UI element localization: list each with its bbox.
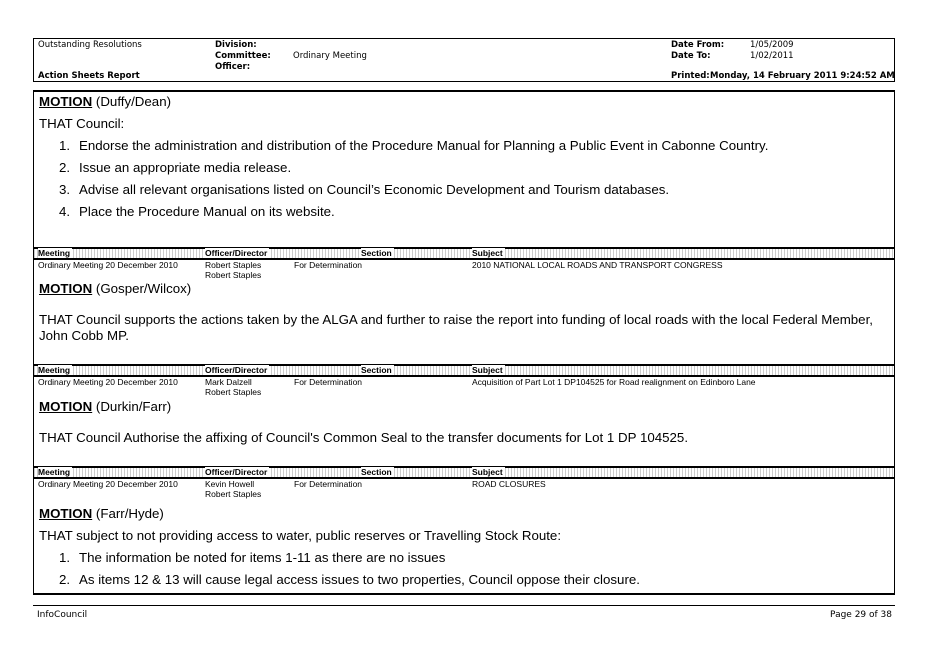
meeting-info-table — [34, 364, 894, 399]
date-from-label: Date From: — [671, 40, 725, 50]
motion-body: THAT Council Authorise the affixing of Council's Common Seal to the transfer documents for Lot 1 DP 104525. — [39, 430, 689, 445]
section-cell: For Determination — [294, 260, 363, 270]
col-officer: Officer/Director — [205, 365, 268, 375]
director-cell: Robert Staples — [205, 387, 262, 397]
meeting-info-table — [34, 466, 894, 501]
motion-heading — [39, 506, 164, 522]
motion-item: 1. The information be noted for items 1-11 as there are no issues — [59, 550, 446, 565]
division-label: Division: — [215, 40, 257, 50]
col-meeting: Meeting — [38, 248, 71, 258]
table-row — [34, 260, 894, 282]
motion-label: MOTION — [39, 281, 93, 296]
org-name: Outstanding Resolutions — [38, 40, 142, 50]
motion-label: MOTION — [39, 399, 93, 414]
col-officer: Officer/Director — [205, 467, 268, 477]
motion-label: MOTION — [39, 506, 93, 521]
printed-value: Monday, 14 February 2011 9:24:52 AM — [710, 71, 895, 81]
motion-item: 2. Issue an appropriate media release. — [59, 160, 292, 175]
motion-item: 3. Advise all relevant organisations listed on Council’s Economic Development and Tourism databases. — [59, 182, 670, 197]
motion-label: MOTION — [39, 94, 93, 109]
officer-label: Officer: — [215, 62, 251, 72]
meeting-cell: Ordinary Meeting 20 December 2010 — [38, 377, 178, 387]
committee-label: Committee: — [215, 51, 271, 61]
director-cell: Robert Staples — [205, 489, 262, 499]
report-header — [33, 38, 895, 82]
motion-item: 1. Endorse the administration and distribution of the Procedure Manual for Planning a Public Event in Cabonne Country. — [59, 138, 769, 153]
motion-movers: (Duffy/Dean) — [95, 94, 172, 109]
col-meeting: Meeting — [38, 365, 71, 375]
date-to-label: Date To: — [671, 51, 711, 61]
motion-heading — [39, 399, 171, 415]
col-subject: Subject — [472, 467, 503, 477]
col-section: Section — [361, 248, 392, 258]
section-cell: For Determination — [294, 479, 363, 489]
subject-cell: ROAD CLOSURES — [472, 479, 546, 489]
motion-intro: THAT Council: — [39, 116, 125, 131]
motion-movers: (Gosper/Wilcox) — [95, 281, 192, 296]
motion-item: 4. Place the Procedure Manual on its website. — [59, 204, 335, 219]
col-subject: Subject — [472, 365, 503, 375]
committee-value: Ordinary Meeting — [293, 51, 367, 61]
col-officer: Officer/Director — [205, 248, 268, 258]
meeting-cell: Ordinary Meeting 20 December 2010 — [38, 260, 178, 270]
action-sheets-body — [33, 90, 895, 595]
printed-label: Printed: — [671, 71, 710, 81]
col-section: Section — [361, 365, 392, 375]
motion-movers: (Farr/Hyde) — [95, 506, 164, 521]
motion-heading — [39, 94, 171, 110]
col-section: Section — [361, 467, 392, 477]
footer-app-name: InfoCouncil — [37, 610, 88, 620]
meeting-info-table — [34, 247, 894, 282]
col-subject: Subject — [472, 248, 503, 258]
footer-divider — [33, 605, 895, 606]
meeting-table-header — [34, 366, 894, 377]
col-meeting: Meeting — [38, 467, 71, 477]
motion-movers: (Durkin/Farr) — [95, 399, 172, 414]
date-to-value: 1/02/2011 — [750, 51, 794, 61]
section-cell: For Determination — [294, 377, 363, 387]
motion-intro: THAT subject to not providing access to water, public reserves or Travelling Stock Route: — [39, 528, 562, 543]
report-name: Action Sheets Report — [38, 71, 140, 81]
meeting-table-header — [34, 468, 894, 479]
subject-cell: 2010 NATIONAL LOCAL ROADS AND TRANSPORT CONGRESS — [472, 260, 723, 270]
date-from-value: 1/05/2009 — [750, 40, 794, 50]
table-row — [34, 377, 894, 399]
director-cell: Robert Staples — [205, 270, 262, 280]
subject-cell: Acquisition of Part Lot 1 DP104525 for Road realignment on Edinboro Lane — [472, 377, 756, 387]
table-row — [34, 479, 894, 501]
motion-heading — [39, 281, 191, 297]
officer-cell: Kevin Howell — [205, 479, 255, 489]
page-number: Page 29 of 38 — [830, 610, 892, 620]
motion-item: 2. As items 12 & 13 will cause legal access issues to two properties, Council oppose their closure. — [59, 572, 640, 587]
officer-cell: Robert Staples — [205, 260, 262, 270]
officer-cell: Mark Dalzell — [205, 377, 252, 387]
meeting-table-header — [34, 249, 894, 260]
motion-body: THAT Council supports the actions taken by the ALGA and further to raise the report into funding of local roads with the local Federal Member, John Cobb MP. — [39, 312, 873, 343]
meeting-cell: Ordinary Meeting 20 December 2010 — [38, 479, 178, 489]
